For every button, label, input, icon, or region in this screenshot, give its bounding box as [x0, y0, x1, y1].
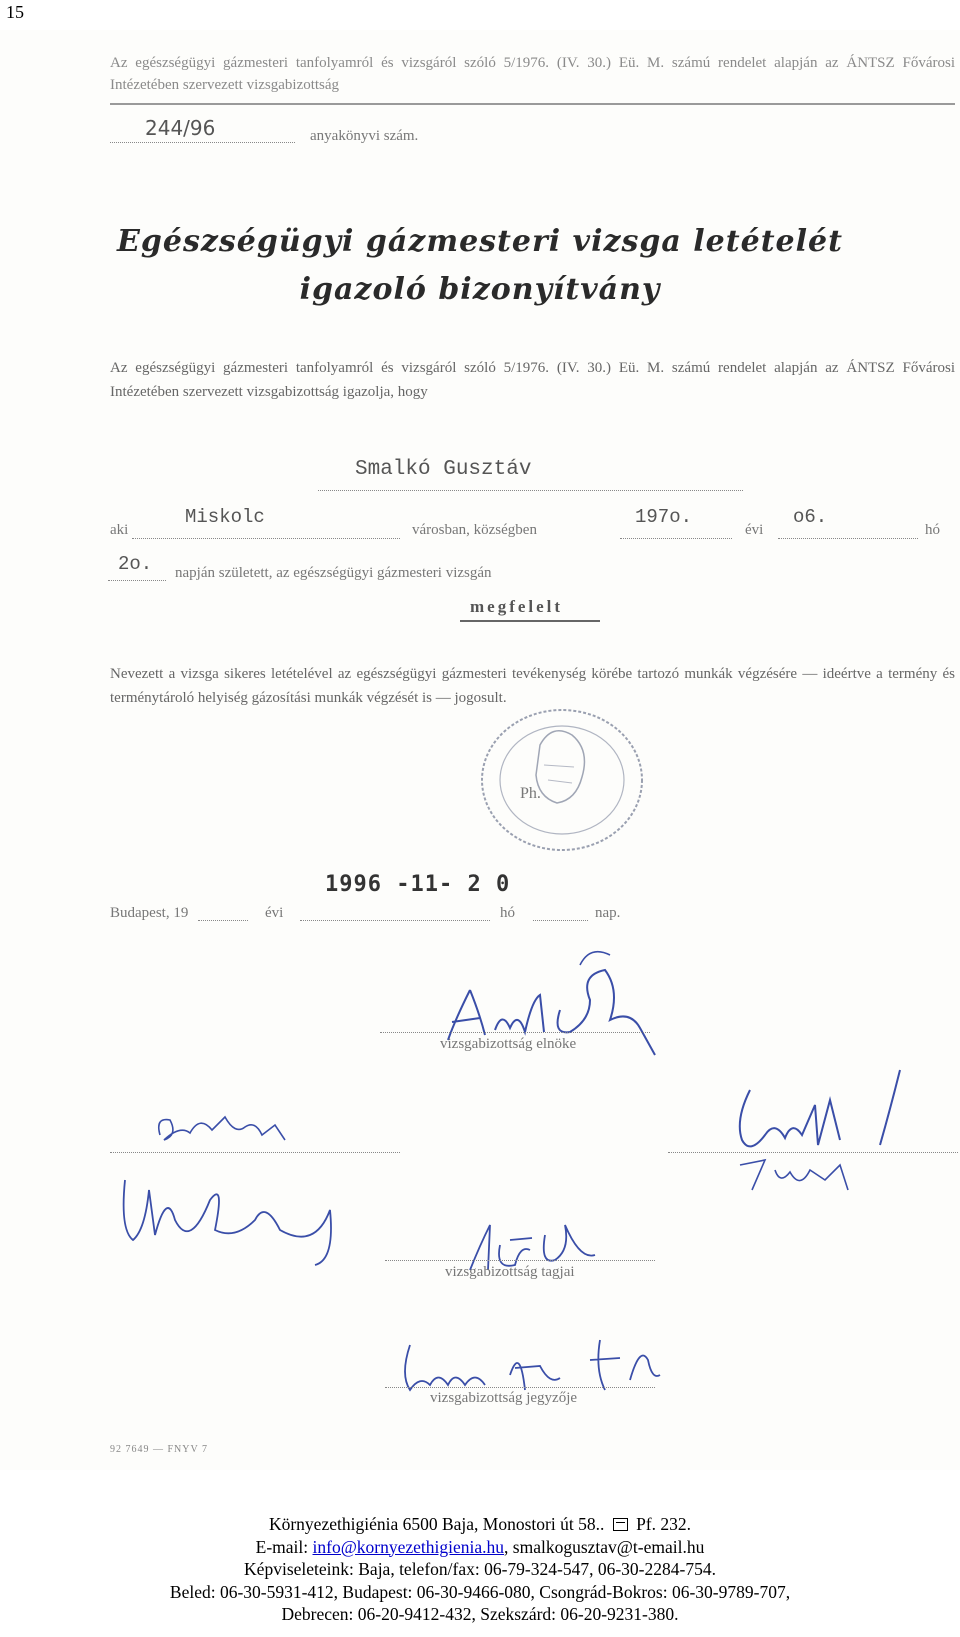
day-dotted-line	[108, 578, 166, 581]
footer-line-branches: Képviseleteink: Baja, telefon/fax: 06-79-324-547, 06-30-2284-754.	[244, 1559, 716, 1579]
email-link[interactable]: info@kornyezethigienia.hu	[312, 1536, 505, 1557]
birth-city: Miskolc	[185, 506, 265, 528]
month-label: hó	[925, 522, 940, 538]
registry-label: anyakönyvi szám.	[310, 128, 419, 144]
place-year-dots	[198, 918, 248, 921]
footer-email2: , smalkogusztav@t-email.hu	[504, 1536, 705, 1557]
certificate-title-line2: igazoló bizonyítvány	[299, 272, 661, 307]
footer-address: Környezethigiénia 6500 Baja, Monostori út 58..	[268, 1514, 605, 1534]
recorder-signature-line	[385, 1385, 655, 1388]
mailbox-icon	[613, 1518, 628, 1531]
registry-number: 244/96	[145, 116, 216, 140]
member-signature-line-right	[668, 1150, 958, 1153]
print-code: 92 7649 — FNYV 7	[110, 1444, 209, 1455]
member-signature-left-top	[150, 1105, 310, 1155]
header-divider	[110, 103, 955, 105]
recorder-label: vizsgabizottság jegyzője	[430, 1390, 578, 1406]
date-stamp: 1996 -11- 2 0	[325, 872, 511, 897]
place-month-dots	[300, 918, 490, 921]
city-dotted-line	[132, 536, 400, 539]
place-year-label: évi	[265, 905, 284, 921]
header-intro: Az egészségügyi gázmesteri tanfolyamról és vizsgáról szóló 5/1976. (IV. 30.) Eü. M. számú rendelet alapján az ÁNTSZ Fővárosi Intézetében szervezett vizsgabizottság	[110, 55, 955, 93]
body-paragraph-1: Az egészségügyi gázmesteri tanfolyamról és vizsgáról szóló 5/1976. (IV. 30.) Eü. M. számú rendelet alapján az ÁNTSZ Fővárosi Intézetében szervezett vizsgabizottság igazolja, hogy	[110, 360, 955, 400]
contact-footer	[0, 1513, 960, 1626]
place-month-label: hó	[500, 905, 515, 921]
place-day-dots	[533, 918, 588, 921]
official-stamp	[472, 705, 652, 855]
footer-line-address	[0, 1513, 960, 1536]
member-signature-left-bottom	[115, 1160, 345, 1270]
members-signature-line	[385, 1258, 655, 1261]
birth-year: 197o.	[635, 506, 693, 528]
birth-day: 2o.	[118, 553, 153, 575]
day-label: napján született, az egészségügyi gázmesteri vizsgán	[175, 565, 492, 581]
footer-line-email	[0, 1536, 960, 1559]
chair-label: vizsgabizottság elnöke	[440, 1036, 577, 1052]
year-dotted-line	[620, 536, 732, 539]
holder-name: Smalkó Gusztáv	[355, 458, 532, 481]
footer-line-phones2: Debrecen: 06-20-9412-432, Szekszárd: 06-20-9231-380.	[281, 1604, 679, 1624]
certificate-title-line1: Egészségügyi gázmesteri vizsga letételét	[117, 224, 843, 259]
body-paragraph-2: Nevezett a vizsga sikeres letételével az egészségügyi gázmesteri tevékenység körébe tartozó munkák végzésére — ideértve a termény és terménytároló helyiség gázosítási munkák végzését is — jogosult.	[110, 666, 955, 706]
aki-label: aki	[110, 522, 129, 538]
birth-month: o6.	[793, 506, 828, 528]
exam-result: megfelelt	[470, 597, 564, 616]
members-label: vizsgabizottság tagjai	[445, 1264, 575, 1280]
footer-pobox: Pf. 232.	[636, 1514, 692, 1534]
member-signature-line-left	[110, 1150, 400, 1153]
name-dotted-line	[318, 488, 743, 491]
place-label: Budapest, 19	[110, 905, 189, 921]
footer-email-label: E-mail:	[255, 1536, 309, 1557]
footer-line-phones1: Beled: 06-30-5931-412, Budapest: 06-30-9466-080, Csongrád-Bokros: 06-30-9789-707,	[169, 1581, 791, 1602]
stamp-ph-label: Ph.	[520, 785, 541, 802]
place-day-label: nap.	[595, 905, 621, 921]
year-label: évi	[745, 522, 764, 538]
page-number: 15	[6, 2, 24, 22]
member-signature-right	[730, 1060, 930, 1200]
result-underline	[460, 620, 600, 622]
city-label: városban, községben	[412, 522, 537, 538]
chair-signature-line	[380, 1030, 650, 1033]
registry-dotted-line	[110, 140, 295, 143]
month-dotted-line	[778, 536, 918, 539]
